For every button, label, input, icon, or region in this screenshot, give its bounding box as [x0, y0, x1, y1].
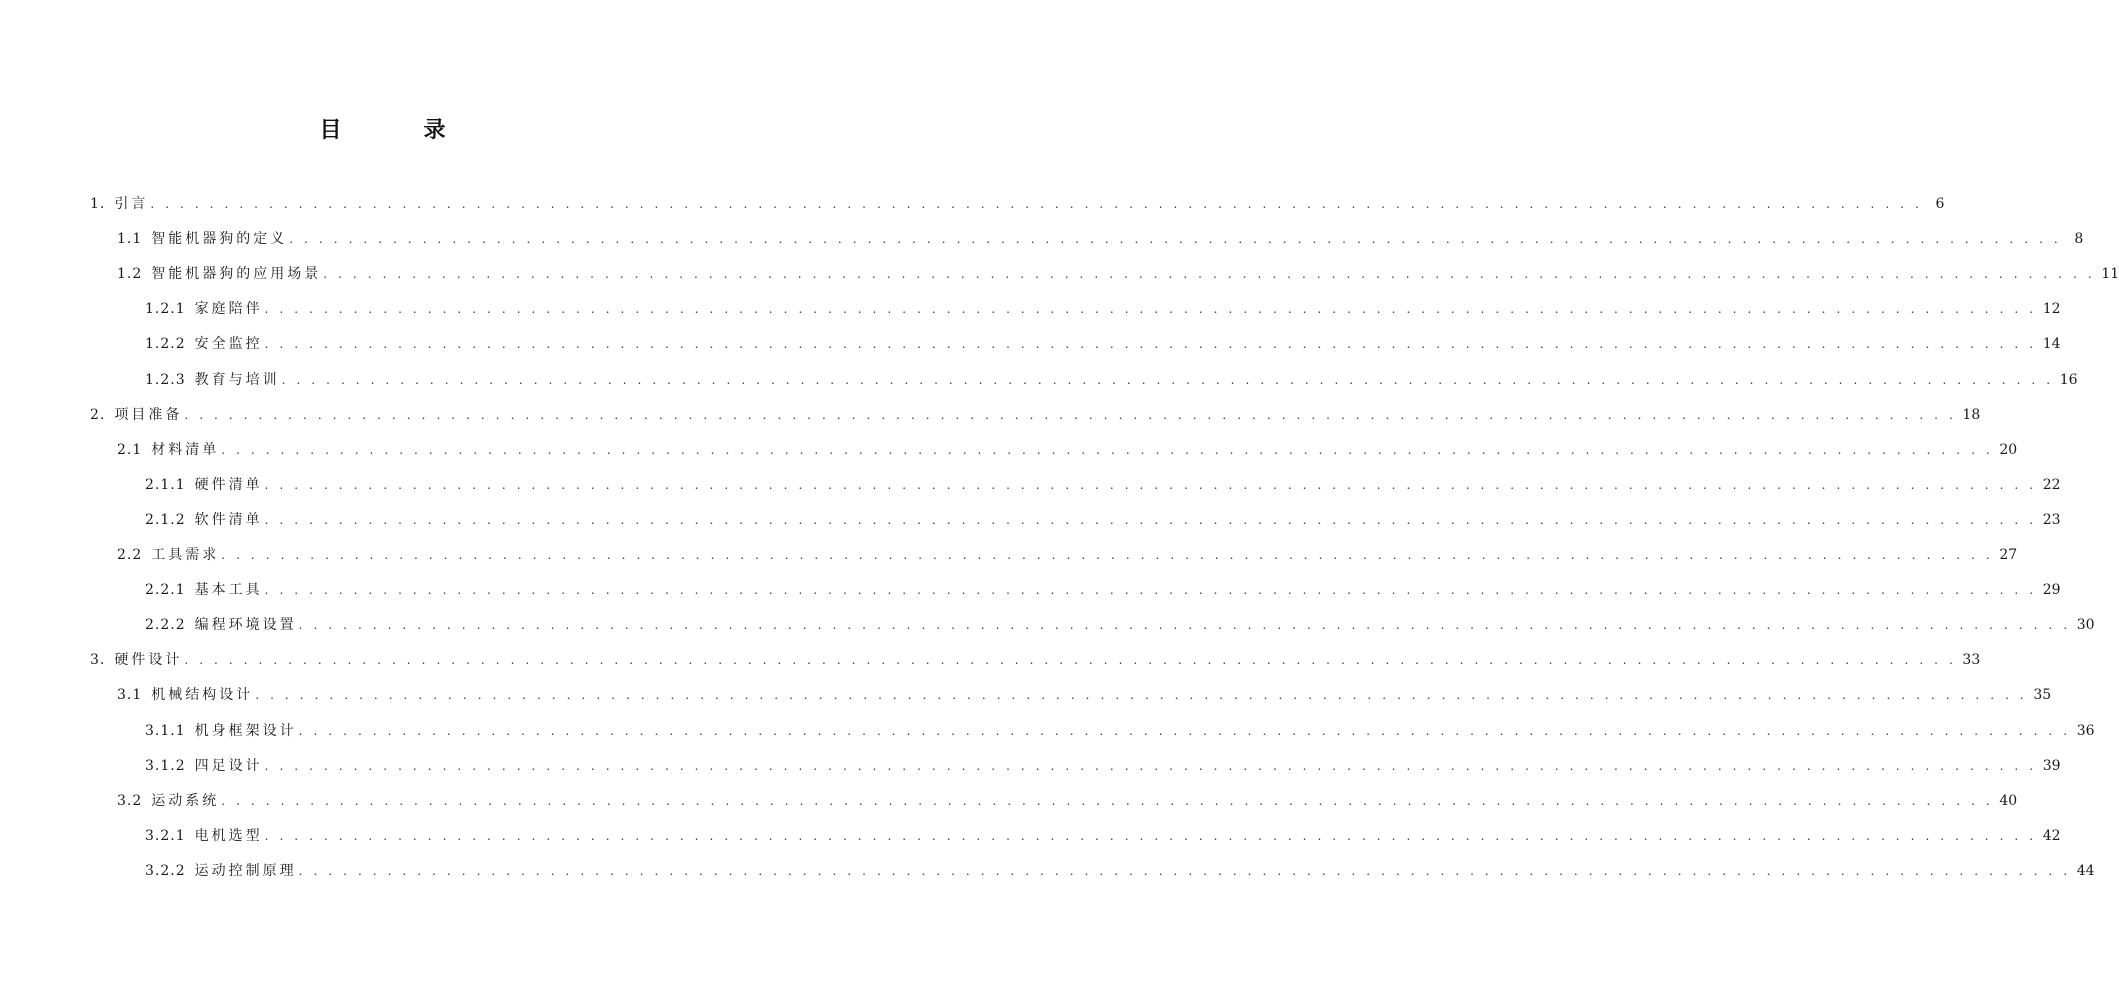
toc-entry-page-number: 20	[1999, 441, 2018, 458]
toc-entry[interactable]	[145, 474, 2061, 496]
toc-entry[interactable]	[117, 684, 2052, 706]
toc-entry-number: 3.	[90, 652, 106, 669]
toc-entry-title: 安全监控	[194, 336, 263, 353]
toc-entry[interactable]	[117, 263, 2119, 285]
toc-entry-page-number: 29	[2042, 582, 2061, 599]
toc-entry-number: 1.2	[117, 266, 143, 283]
toc-entry-number: 2.1.2	[145, 511, 186, 528]
toc-entry-number: 2.2.1	[145, 582, 186, 599]
toc-entry-title: 智能机器狗的定义	[151, 231, 288, 248]
toc-entry-page-number: 42	[2042, 827, 2061, 844]
toc-entry[interactable]	[145, 298, 2061, 320]
toc-entry-number: 2.1	[117, 441, 143, 458]
toc-entry-page-number: 6	[1935, 196, 1945, 212]
dot-leader: . . . . . . . . . . . . . . . . . . . . . . . . . . . . . . . . . . . . . . . . . . . . . . . . . . . . . . . . . . . . . . . . . . . . . . . . . . . . . . . . . . . . . . . . . . . . . . . . . . . . . . . . . . . . . . . . . . . . . . . .	[221, 793, 1994, 808]
toc-entry[interactable]	[145, 333, 2061, 355]
toc-entry-page-number: 40	[1999, 792, 2018, 809]
toc-entry[interactable]	[90, 404, 1981, 426]
toc-entry[interactable]	[117, 228, 2084, 250]
toc-entry-page-number: 23	[2042, 511, 2061, 528]
toc-entry[interactable]	[145, 614, 2095, 636]
toc-entry-title: 引言	[114, 196, 149, 212]
toc-entry-page-number: 30	[2076, 617, 2095, 634]
toc-entry-title: 教育与培训	[194, 371, 280, 388]
toc-entry-title: 智能机器狗的应用场景	[151, 266, 322, 283]
dot-leader: . . . . . . . . . . . . . . . . . . . . . . . . . . . . . . . . . . . . . . . . . . . . . . . . . . . . . . . . . . . . . . . . . . . . . . . . . . . . . . . . . . . . . . . . . . . . . . . . . . . . . . . . . . . . . . . . . . . . . . . .	[184, 407, 1957, 422]
toc-entry-number: 3.1.1	[145, 722, 186, 739]
dot-leader: . . . . . . . . . . . . . . . . . . . . . . . . . . . . . . . . . . . . . . . . . . . . . . . . . . . . . . . . . . . . . . . . . . . . . . . . . . . . . . . . . . . . . . . . . . . . . . . . . . . . . . . . . . . . . . . . . . . . . . . .	[298, 863, 2071, 878]
toc-entry[interactable]	[145, 509, 2061, 531]
toc-entry-page-number: 14	[2042, 336, 2061, 353]
toc-entry-title: 机械结构设计	[151, 687, 254, 704]
dot-leader: . . . . . . . . . . . . . . . . . . . . . . . . . . . . . . . . . . . . . . . . . . . . . . . . . . . . . . . . . . . . . . . . . . . . . . . . . . . . . . . . . . . . . . . . . . . . . . . . . . . . . . . . . . . . . . . . . . . . . . . .	[281, 372, 2054, 387]
dot-leader: . . . . . . . . . . . . . . . . . . . . . . . . . . . . . . . . . . . . . . . . . . . . . . . . . . . . . . . . . . . . . . . . . . . . . . . . . . . . . . . . . . . . . . . . . . . . . . . . . . . . . . . . . . . . . . . . . . . . . . . .	[298, 618, 2071, 633]
toc-entry-number: 2.2	[117, 547, 143, 563]
toc-entry-title: 硬件设计	[114, 652, 183, 669]
dot-leader: . . . . . . . . . . . . . . . . . . . . . . . . . . . . . . . . . . . . . . . . . . . . . . . . . . . . . . . . . . . . . . . . . . . . . . . . . . . . . . . . . . . . . . . . . . . . . . . . . . . . . . . . . . . . . . . . . . . . . . . .	[289, 232, 2062, 247]
toc-entry[interactable]	[145, 755, 2061, 777]
toc-entry[interactable]	[145, 369, 2078, 391]
toc-entry-page-number: 12	[2042, 301, 2061, 318]
toc-entry-title: 软件清单	[194, 511, 263, 528]
toc-entry-page-number: 44	[2076, 862, 2095, 879]
dot-leader: . . . . . . . . . . . . . . . . . . . . . . . . . . . . . . . . . . . . . . . . . . . . . . . . . . . . . . . . . . . . . . . . . . . . . . . . . . . . . . . . . . . . . . . . . . . . . . . . . . . . . . . . . . . . . . . . . . . . . . . .	[221, 548, 1994, 562]
dot-leader: . . . . . . . . . . . . . . . . . . . . . . . . . . . . . . . . . . . . . . . . . . . . . . . . . . . . . . . . . . . . . . . . . . . . . . . . . . . . . . . . . . . . . . . . . . . . . . . . . . . . . . . . . . . . . . . . . . . . . . . .	[264, 477, 2037, 492]
toc-entry-title: 硬件清单	[194, 476, 263, 493]
toc-entry[interactable]	[117, 790, 2018, 812]
toc-entry-number: 2.1.1	[145, 476, 186, 493]
toc-entry[interactable]	[117, 439, 2018, 461]
toc-entry-page-number: 33	[1962, 652, 1981, 669]
dot-leader: . . . . . . . . . . . . . . . . . . . . . . . . . . . . . . . . . . . . . . . . . . . . . . . . . . . . . . . . . . . . . . . . . . . . . . . . . . . . . . . . . . . . . . . . . . . . . . . . . . . . . . . . . . . . . . . . . . . . . . . .	[264, 512, 2037, 527]
toc-entry[interactable]	[145, 720, 2095, 742]
toc-entry-number: 3.2.2	[145, 862, 186, 879]
toc-entry[interactable]	[117, 544, 2018, 566]
toc-entry-number: 1.2.3	[145, 371, 186, 388]
dot-leader: . . . . . . . . . . . . . . . . . . . . . . . . . . . . . . . . . . . . . . . . . . . . . . . . . . . . . . . . . . . . . . . . . . . . . . . . . . . . . . . . . . . . . . . . . . . . . . . . . . . . . . . . . . . . . . . . . . . . . . . .	[150, 197, 1923, 211]
toc-entry-number: 3.1	[117, 687, 143, 704]
toc-entry-title: 电机选型	[194, 827, 263, 844]
toc-entry-page-number: 27	[1999, 547, 2018, 563]
toc-entry-page-number: 35	[2033, 687, 2052, 704]
toc-entry-title: 家庭陪伴	[194, 301, 263, 318]
toc-entry-title: 项目准备	[114, 406, 183, 423]
toc-entry-title: 材料清单	[151, 441, 220, 458]
dot-leader: . . . . . . . . . . . . . . . . . . . . . . . . . . . . . . . . . . . . . . . . . . . . . . . . . . . . . . . . . . . . . . . . . . . . . . . . . . . . . . . . . . . . . . . . . . . . . . . . . . . . . . . . . . . . . . . . . . . . . . . .	[264, 337, 2037, 352]
dot-leader: . . . . . . . . . . . . . . . . . . . . . . . . . . . . . . . . . . . . . . . . . . . . . . . . . . . . . . . . . . . . . . . . . . . . . . . . . . . . . . . . . . . . . . . . . . . . . . . . . . . . . . . . . . . . . . . . . . . . . . . .	[298, 723, 2071, 738]
toc-entry-title: 基本工具	[194, 582, 263, 599]
toc-entry[interactable]	[145, 579, 2061, 601]
toc-entry-number: 3.1.2	[145, 757, 186, 774]
toc-entry-title: 四足设计	[194, 757, 263, 774]
dot-leader: . . . . . . . . . . . . . . . . . . . . . . . . . . . . . . . . . . . . . . . . . . . . . . . . . . . . . . . . . . . . . . . . . . . . . . . . . . . . . . . . . . . . . . . . . . . . . . . . . . . . . . . . . . . . . . . . . . . . . . . .	[221, 442, 1994, 457]
toc-entry-title: 编程环境设置	[194, 617, 297, 634]
dot-leader: . . . . . . . . . . . . . . . . . . . . . . . . . . . . . . . . . . . . . . . . . . . . . . . . . . . . . . . . . . . . . . . . . . . . . . . . . . . . . . . . . . . . . . . . . . . . . . . . . . . . . . . . . . . . . . . . . . . . . . . .	[264, 828, 2037, 843]
toc-entry-number: 2.	[90, 406, 106, 423]
toc-entry-number: 3.2.1	[145, 827, 186, 844]
dot-leader: . . . . . . . . . . . . . . . . . . . . . . . . . . . . . . . . . . . . . . . . . . . . . . . . . . . . . . . . . . . . . . . . . . . . . . . . . . . . . . . . . . . . . . . . . . . . . . . . . . . . . . . . . . . . . . . . . . . . . . . .	[255, 688, 2028, 703]
toc-entry-page-number: 18	[1962, 406, 1981, 423]
toc-entry-title: 运动控制原理	[194, 862, 297, 879]
toc-entry-title: 机身框架设计	[194, 722, 297, 739]
toc-entry-title: 运动系统	[151, 792, 220, 809]
toc-entry[interactable]	[145, 860, 2095, 882]
toc-entry-title: 工具需求	[151, 547, 220, 563]
toc-entry[interactable]	[90, 193, 1945, 215]
toc-title: 目 录	[319, 118, 476, 143]
toc-entry-number: 2.2.2	[145, 617, 186, 634]
dot-leader: . . . . . . . . . . . . . . . . . . . . . . . . . . . . . . . . . . . . . . . . . . . . . . . . . . . . . . . . . . . . . . . . . . . . . . . . . . . . . . . . . . . . . . . . . . . . . . . . . . . . . . . . . . . . . . . . . . . . . . . .	[323, 267, 2096, 282]
dot-leader: . . . . . . . . . . . . . . . . . . . . . . . . . . . . . . . . . . . . . . . . . . . . . . . . . . . . . . . . . . . . . . . . . . . . . . . . . . . . . . . . . . . . . . . . . . . . . . . . . . . . . . . . . . . . . . . . . . . . . . . .	[264, 302, 2037, 317]
toc-entry-number: 1.	[90, 196, 106, 212]
toc-entry-page-number: 22	[2042, 476, 2061, 493]
toc-entry-number: 3.2	[117, 792, 143, 809]
dot-leader: . . . . . . . . . . . . . . . . . . . . . . . . . . . . . . . . . . . . . . . . . . . . . . . . . . . . . . . . . . . . . . . . . . . . . . . . . . . . . . . . . . . . . . . . . . . . . . . . . . . . . . . . . . . . . . . . . . . . . . . .	[264, 583, 2037, 598]
toc-entry[interactable]	[145, 825, 2061, 847]
toc-entry-number: 1.1	[117, 231, 143, 248]
dot-leader: . . . . . . . . . . . . . . . . . . . . . . . . . . . . . . . . . . . . . . . . . . . . . . . . . . . . . . . . . . . . . . . . . . . . . . . . . . . . . . . . . . . . . . . . . . . . . . . . . . . . . . . . . . . . . . . . . . . . . . . .	[264, 758, 2037, 773]
toc-entry[interactable]	[90, 649, 1981, 671]
toc-entry-page-number: 8	[2074, 231, 2084, 248]
toc-entry-page-number: 11	[2101, 266, 2119, 283]
dot-leader: . . . . . . . . . . . . . . . . . . . . . . . . . . . . . . . . . . . . . . . . . . . . . . . . . . . . . . . . . . . . . . . . . . . . . . . . . . . . . . . . . . . . . . . . . . . . . . . . . . . . . . . . . . . . . . . . . . . . . . . .	[184, 653, 1957, 668]
toc-entry-number: 1.2.1	[145, 301, 186, 318]
toc-entry-page-number: 36	[2076, 722, 2095, 739]
toc-entry-number: 1.2.2	[145, 336, 186, 353]
toc-entry-page-number: 39	[2042, 757, 2061, 774]
toc-entry-page-number: 16	[2059, 371, 2078, 388]
